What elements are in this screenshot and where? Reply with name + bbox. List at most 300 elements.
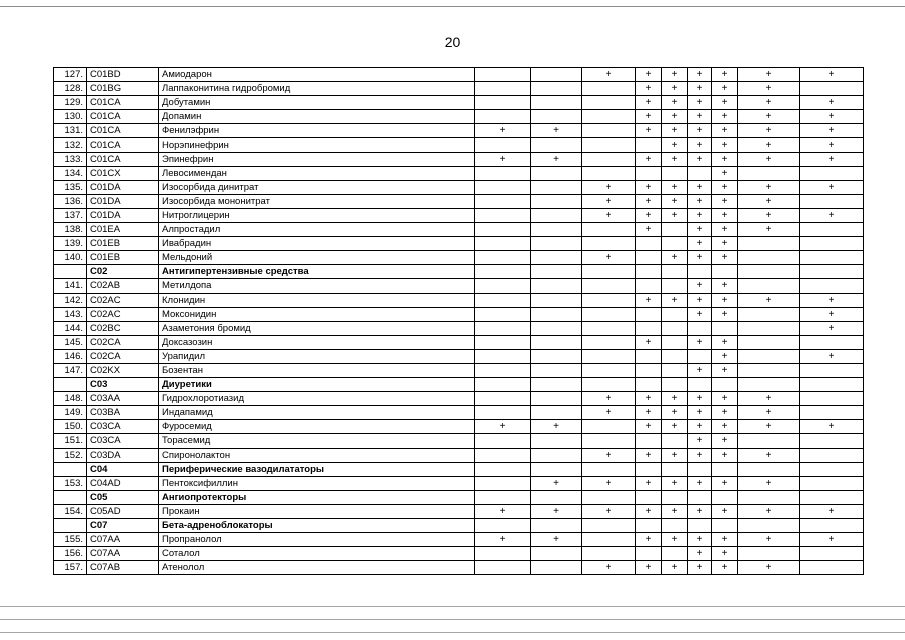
atc-code: C01CA: [87, 124, 159, 138]
drug-name: Ивабрадин: [159, 237, 475, 251]
availability-mark: +: [712, 166, 738, 180]
availability-mark: [800, 251, 864, 265]
availability-mark: +: [712, 237, 738, 251]
availability-mark: [738, 378, 800, 392]
availability-mark: [475, 519, 531, 533]
availability-mark: +: [738, 406, 800, 420]
availability-mark: [475, 265, 531, 279]
availability-mark: +: [712, 152, 738, 166]
drug-name: Клонидин: [159, 293, 475, 307]
availability-mark: +: [582, 180, 636, 194]
availability-mark: [582, 349, 636, 363]
availability-mark: +: [662, 504, 688, 518]
availability-mark: [688, 462, 712, 476]
availability-mark: +: [738, 392, 800, 406]
availability-mark: [800, 265, 864, 279]
availability-mark: [531, 519, 582, 533]
availability-mark: +: [800, 321, 864, 335]
availability-mark: +: [738, 561, 800, 575]
availability-mark: +: [582, 406, 636, 420]
atc-code: C03CA: [87, 434, 159, 448]
availability-mark: +: [636, 194, 662, 208]
availability-mark: +: [475, 504, 531, 518]
atc-code: C01DA: [87, 194, 159, 208]
availability-mark: +: [800, 180, 864, 194]
table-row: [54, 138, 864, 152]
availability-mark: +: [712, 504, 738, 518]
availability-mark: [800, 547, 864, 561]
table-row: [54, 533, 864, 547]
availability-mark: +: [662, 208, 688, 222]
availability-mark: +: [531, 504, 582, 518]
availability-mark: [531, 194, 582, 208]
availability-mark: +: [531, 124, 582, 138]
group-title: Ангиопротекторы: [159, 490, 475, 504]
availability-mark: +: [636, 223, 662, 237]
atc-code: C04: [87, 462, 159, 476]
availability-mark: [662, 434, 688, 448]
availability-mark: [662, 363, 688, 377]
availability-mark: [738, 279, 800, 293]
availability-mark: [475, 68, 531, 82]
row-number: 143.: [54, 307, 87, 321]
availability-mark: +: [712, 68, 738, 82]
availability-mark: +: [712, 561, 738, 575]
availability-mark: [738, 321, 800, 335]
availability-mark: +: [712, 547, 738, 561]
availability-mark: +: [738, 533, 800, 547]
availability-mark: +: [662, 138, 688, 152]
availability-mark: [475, 462, 531, 476]
availability-mark: +: [582, 392, 636, 406]
availability-mark: [800, 561, 864, 575]
availability-mark: +: [688, 251, 712, 265]
availability-mark: +: [738, 96, 800, 110]
availability-mark: [582, 152, 636, 166]
group-title: Периферические вазодилататоры: [159, 462, 475, 476]
drug-name: Допамин: [159, 110, 475, 124]
availability-mark: [475, 561, 531, 575]
table-row: [54, 561, 864, 575]
availability-mark: [636, 349, 662, 363]
drug-name: Лаппаконитина гидробромид: [159, 82, 475, 96]
atc-code: C02CA: [87, 349, 159, 363]
availability-mark: +: [688, 504, 712, 518]
table-row: [54, 335, 864, 349]
availability-mark: +: [662, 533, 688, 547]
availability-mark: [636, 279, 662, 293]
group-header-row: [54, 378, 864, 392]
availability-mark: [475, 335, 531, 349]
table-row: [54, 363, 864, 377]
availability-mark: +: [738, 448, 800, 462]
availability-mark: [531, 349, 582, 363]
availability-mark: [738, 434, 800, 448]
availability-mark: +: [662, 68, 688, 82]
availability-mark: +: [800, 504, 864, 518]
atc-code: C01EA: [87, 223, 159, 237]
availability-mark: +: [662, 251, 688, 265]
availability-mark: +: [712, 392, 738, 406]
table-row: [54, 406, 864, 420]
availability-mark: [582, 82, 636, 96]
availability-mark: [738, 462, 800, 476]
availability-mark: [475, 293, 531, 307]
availability-mark: [688, 490, 712, 504]
atc-code: C03: [87, 378, 159, 392]
atc-code: C01CA: [87, 110, 159, 124]
availability-mark: [800, 335, 864, 349]
availability-mark: +: [712, 335, 738, 349]
table-row: [54, 420, 864, 434]
availability-mark: [712, 321, 738, 335]
availability-mark: [662, 547, 688, 561]
drug-name: Изосорбида динитрат: [159, 180, 475, 194]
availability-mark: +: [688, 420, 712, 434]
availability-mark: [531, 490, 582, 504]
availability-mark: +: [800, 124, 864, 138]
availability-mark: [582, 434, 636, 448]
row-number: 132.: [54, 138, 87, 152]
availability-mark: +: [662, 561, 688, 575]
availability-mark: +: [738, 476, 800, 490]
availability-mark: [738, 251, 800, 265]
availability-mark: [800, 392, 864, 406]
availability-mark: [712, 265, 738, 279]
availability-mark: [662, 519, 688, 533]
atc-code: C01CA: [87, 152, 159, 166]
availability-mark: [582, 279, 636, 293]
availability-mark: [662, 223, 688, 237]
availability-mark: [636, 251, 662, 265]
scan-artifact-line: [0, 606, 905, 607]
row-number: 146.: [54, 349, 87, 363]
availability-mark: +: [688, 335, 712, 349]
availability-mark: [531, 293, 582, 307]
availability-mark: +: [636, 180, 662, 194]
availability-mark: +: [738, 180, 800, 194]
availability-mark: +: [688, 96, 712, 110]
atc-code: C04AD: [87, 476, 159, 490]
atc-code: C01CX: [87, 166, 159, 180]
availability-mark: +: [582, 476, 636, 490]
availability-mark: [582, 293, 636, 307]
availability-mark: +: [712, 476, 738, 490]
availability-mark: +: [712, 533, 738, 547]
drug-name: Алпростадил: [159, 223, 475, 237]
availability-mark: [531, 223, 582, 237]
table-row: [54, 349, 864, 363]
availability-mark: [582, 96, 636, 110]
availability-mark: [738, 265, 800, 279]
availability-mark: +: [688, 180, 712, 194]
availability-mark: [636, 307, 662, 321]
availability-mark: [662, 279, 688, 293]
availability-mark: [475, 406, 531, 420]
table-row: [54, 307, 864, 321]
row-number: 135.: [54, 180, 87, 194]
availability-mark: [712, 519, 738, 533]
atc-code: C05AD: [87, 504, 159, 518]
availability-mark: [582, 547, 636, 561]
availability-mark: [475, 223, 531, 237]
atc-code: C03BA: [87, 406, 159, 420]
row-number: 142.: [54, 293, 87, 307]
availability-mark: +: [688, 307, 712, 321]
availability-mark: [582, 321, 636, 335]
availability-mark: +: [712, 180, 738, 194]
drug-name: Атенолол: [159, 561, 475, 575]
availability-mark: [800, 166, 864, 180]
availability-mark: +: [800, 293, 864, 307]
availability-mark: [475, 110, 531, 124]
atc-code: C02AB: [87, 279, 159, 293]
availability-mark: +: [712, 223, 738, 237]
availability-mark: [475, 251, 531, 265]
availability-mark: [582, 490, 636, 504]
atc-code: C01BG: [87, 82, 159, 96]
availability-mark: [475, 138, 531, 152]
table-row: [54, 166, 864, 180]
availability-mark: +: [636, 504, 662, 518]
availability-mark: +: [688, 533, 712, 547]
availability-mark: +: [688, 138, 712, 152]
availability-mark: +: [662, 124, 688, 138]
table-row: [54, 448, 864, 462]
availability-mark: [475, 490, 531, 504]
availability-mark: +: [712, 420, 738, 434]
availability-mark: +: [712, 124, 738, 138]
availability-mark: [688, 321, 712, 335]
availability-mark: [475, 166, 531, 180]
table-row: [54, 293, 864, 307]
availability-mark: [800, 490, 864, 504]
row-number: 131.: [54, 124, 87, 138]
availability-mark: [636, 547, 662, 561]
atc-code: C05: [87, 490, 159, 504]
availability-mark: [688, 166, 712, 180]
availability-mark: +: [712, 434, 738, 448]
row-number: 134.: [54, 166, 87, 180]
row-number: 137.: [54, 208, 87, 222]
availability-mark: [712, 378, 738, 392]
availability-mark: [475, 547, 531, 561]
atc-code: C03DA: [87, 448, 159, 462]
availability-mark: +: [636, 208, 662, 222]
availability-mark: [475, 279, 531, 293]
atc-code: C02: [87, 265, 159, 279]
row-number: 145.: [54, 335, 87, 349]
availability-mark: [738, 349, 800, 363]
availability-mark: [636, 363, 662, 377]
availability-mark: [688, 378, 712, 392]
availability-mark: [636, 519, 662, 533]
availability-mark: +: [712, 194, 738, 208]
availability-mark: +: [688, 392, 712, 406]
availability-mark: [582, 223, 636, 237]
availability-mark: [582, 533, 636, 547]
availability-mark: [582, 237, 636, 251]
availability-mark: +: [738, 124, 800, 138]
availability-mark: +: [712, 406, 738, 420]
scan-artifact-line: [0, 619, 905, 620]
drug-name: Мельдоний: [159, 251, 475, 265]
availability-mark: [582, 462, 636, 476]
availability-mark: +: [712, 110, 738, 124]
row-number: 138.: [54, 223, 87, 237]
drug-name: Индапамид: [159, 406, 475, 420]
availability-mark: +: [662, 194, 688, 208]
availability-mark: +: [688, 293, 712, 307]
row-number: 148.: [54, 392, 87, 406]
row-number: 133.: [54, 152, 87, 166]
availability-mark: +: [712, 279, 738, 293]
availability-mark: [800, 378, 864, 392]
availability-mark: +: [582, 504, 636, 518]
group-header-row: [54, 519, 864, 533]
availability-mark: [531, 166, 582, 180]
availability-mark: +: [688, 406, 712, 420]
drug-name: Изосорбида мононитрат: [159, 194, 475, 208]
availability-mark: [475, 321, 531, 335]
availability-mark: +: [582, 208, 636, 222]
availability-mark: [662, 462, 688, 476]
availability-mark: +: [712, 363, 738, 377]
availability-mark: +: [531, 533, 582, 547]
availability-mark: +: [800, 68, 864, 82]
availability-mark: +: [688, 82, 712, 96]
availability-mark: +: [800, 208, 864, 222]
availability-mark: +: [738, 208, 800, 222]
availability-mark: [800, 519, 864, 533]
atc-code: C03AA: [87, 392, 159, 406]
availability-mark: +: [688, 448, 712, 462]
table-row: [54, 504, 864, 518]
table-row: [54, 208, 864, 222]
availability-mark: +: [475, 533, 531, 547]
availability-mark: +: [636, 124, 662, 138]
availability-mark: [475, 392, 531, 406]
availability-mark: +: [688, 194, 712, 208]
availability-mark: [636, 490, 662, 504]
availability-mark: [531, 208, 582, 222]
availability-mark: [582, 363, 636, 377]
drug-name: Торасемид: [159, 434, 475, 448]
availability-mark: +: [688, 124, 712, 138]
availability-mark: +: [688, 476, 712, 490]
availability-mark: +: [475, 152, 531, 166]
availability-mark: [531, 96, 582, 110]
availability-mark: +: [662, 180, 688, 194]
availability-mark: +: [475, 420, 531, 434]
availability-mark: +: [662, 293, 688, 307]
availability-mark: [662, 237, 688, 251]
availability-mark: [800, 194, 864, 208]
availability-mark: [800, 476, 864, 490]
availability-mark: [636, 378, 662, 392]
availability-mark: [662, 321, 688, 335]
availability-mark: [475, 180, 531, 194]
availability-mark: [531, 335, 582, 349]
availability-mark: [800, 434, 864, 448]
availability-mark: [582, 138, 636, 152]
availability-mark: +: [738, 194, 800, 208]
row-number: 140.: [54, 251, 87, 265]
availability-mark: [531, 462, 582, 476]
page-number: 20: [444, 34, 461, 50]
drug-name: Соталол: [159, 547, 475, 561]
availability-mark: +: [688, 237, 712, 251]
availability-mark: +: [475, 124, 531, 138]
availability-mark: [688, 349, 712, 363]
availability-mark: [800, 462, 864, 476]
availability-mark: [582, 124, 636, 138]
availability-mark: +: [688, 434, 712, 448]
atc-code: C07AA: [87, 533, 159, 547]
availability-mark: +: [688, 68, 712, 82]
availability-mark: +: [636, 82, 662, 96]
drug-name: Спиронолактон: [159, 448, 475, 462]
availability-mark: +: [738, 82, 800, 96]
group-title: Антигипертензивные средства: [159, 265, 475, 279]
availability-mark: +: [582, 561, 636, 575]
availability-mark: [636, 237, 662, 251]
table-row: [54, 68, 864, 82]
drug-name: Нитроглицерин: [159, 208, 475, 222]
availability-mark: [662, 335, 688, 349]
availability-mark: [475, 448, 531, 462]
availability-mark: [582, 166, 636, 180]
availability-mark: [662, 378, 688, 392]
table-row: [54, 152, 864, 166]
availability-mark: +: [712, 251, 738, 265]
drug-name: Прокаин: [159, 504, 475, 518]
availability-mark: [636, 321, 662, 335]
availability-mark: +: [582, 251, 636, 265]
availability-mark: [738, 166, 800, 180]
availability-mark: +: [531, 476, 582, 490]
row-number: 130.: [54, 110, 87, 124]
availability-mark: +: [582, 194, 636, 208]
availability-mark: +: [662, 406, 688, 420]
atc-code: C07AB: [87, 561, 159, 575]
availability-mark: [531, 251, 582, 265]
group-header-row: [54, 462, 864, 476]
availability-mark: [531, 82, 582, 96]
availability-mark: [531, 321, 582, 335]
availability-mark: [800, 406, 864, 420]
availability-mark: +: [688, 279, 712, 293]
availability-mark: [738, 490, 800, 504]
table-row: [54, 194, 864, 208]
availability-mark: [531, 378, 582, 392]
availability-mark: [475, 349, 531, 363]
availability-mark: +: [531, 420, 582, 434]
availability-mark: [531, 448, 582, 462]
availability-mark: +: [800, 349, 864, 363]
availability-mark: +: [738, 223, 800, 237]
atc-code: C02CA: [87, 335, 159, 349]
row-number: 136.: [54, 194, 87, 208]
availability-mark: +: [688, 110, 712, 124]
availability-mark: +: [636, 448, 662, 462]
availability-mark: [582, 110, 636, 124]
availability-mark: +: [636, 68, 662, 82]
drug-name: Доксазозин: [159, 335, 475, 349]
availability-mark: +: [712, 208, 738, 222]
drug-name: Амиодарон: [159, 68, 475, 82]
availability-mark: [531, 180, 582, 194]
